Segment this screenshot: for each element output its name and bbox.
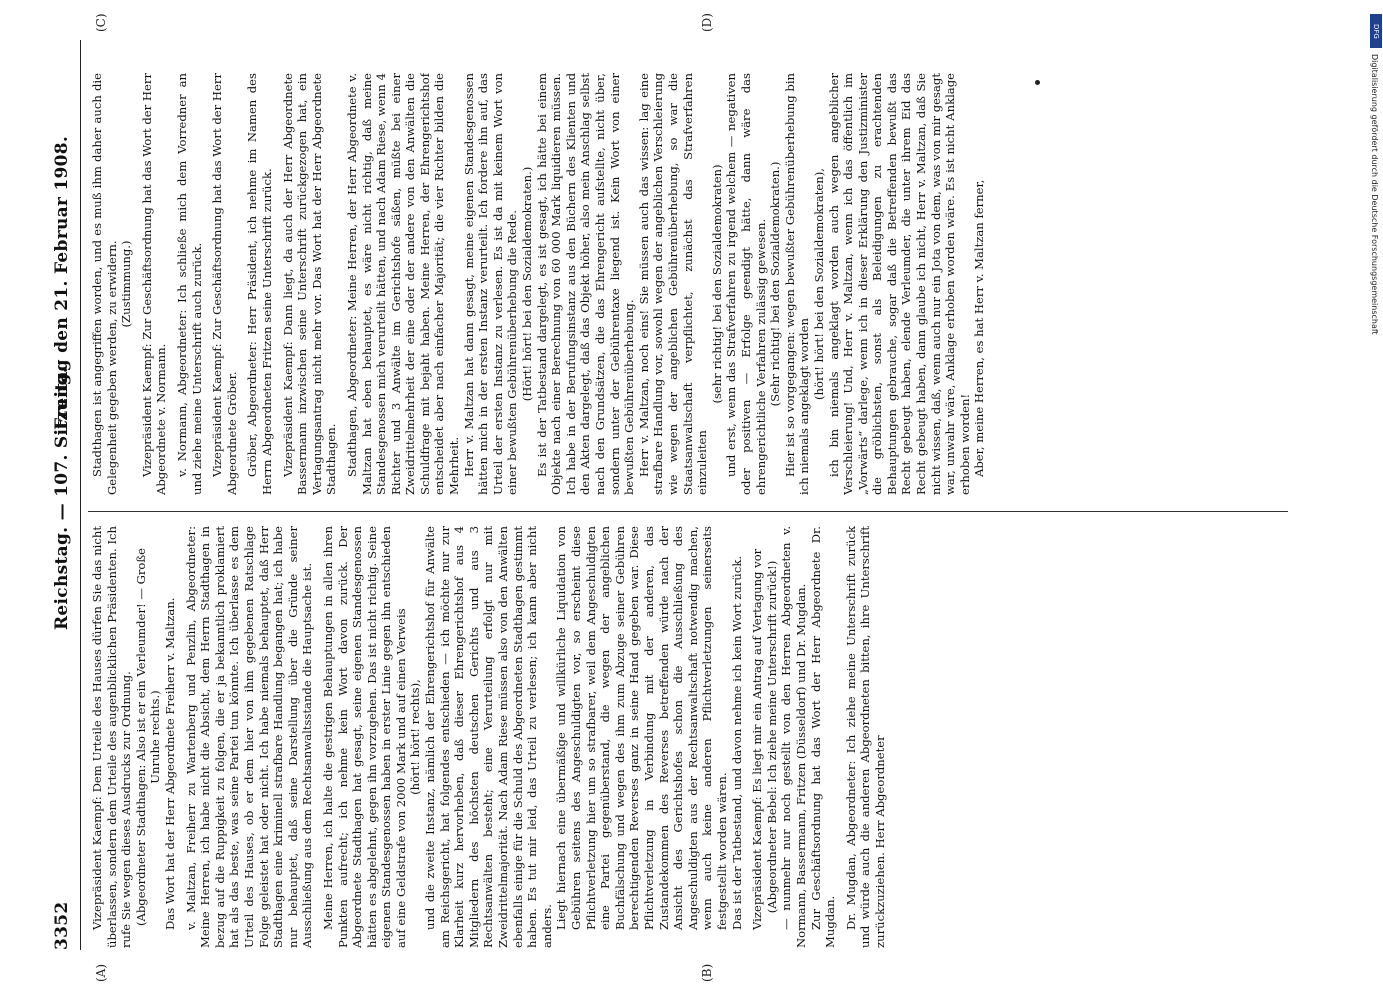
interjection: (hört! hört! rechts),	[408, 679, 423, 795]
paragraph: Herr v. Maltzan hat dann gesagt, meine eigenen Standesgenossen hätten mich in der ersten Instanz verurteilt. Ich fordere ihn auf, das Urteil der ersten Instanz zu verlesen. Es ist da mit keinem Wort von einer bewußten Gebührenüberhebung die Rede.	[461, 73, 520, 495]
column-divider	[88, 511, 1288, 512]
interjection: (Zustimmung.)	[119, 240, 134, 328]
dfg-logo: DFG	[1370, 14, 1382, 48]
paragraph: Vizepräsident Kaempf: Zur Geschäftsordnung hat das Wort der Herr Abgeordnete v. Normann.	[139, 73, 169, 495]
speech-paragraph: Stadthagen, Abgeordneter: Meine Herren, der Herr Abgeordnete v. Maltzan hat eben behauptet, es wäre nicht richtig, daß meine Standesgenossen mich verurteilt hätten, und nach Adam Riese, wenn 4 Richter und 3 Anwälte im Gerichtshofe säßen, müßte bei einer Zweidrittelmehrheit der eine oder der andere von den Anwälten die Schuldfrage mit bejaht haben. Meine Herren, der Ehrengerichtshof entscheidet aber nach einfacher Majorität; die vier Richter bilden die Mehrheit.	[344, 73, 462, 495]
paragraph: Vizepräsident Kaempf: Dem Urteile des Hauses dürfen Sie das nicht überlassen, sondern dem Urteile des augenblicklichen Präsidenten. Ich rufe Sie wegen dieses Ausdrucks zur Ordnung.	[90, 526, 134, 948]
paragraph: Vizepräsident Kaempf: Zur Geschäftsordnung hat das Wort der Herr Abgeordnete Gröber.	[210, 73, 239, 495]
paragraph: und erst, wenn das Strafverfahren zu irgend welchem — negativen oder positiven — Erfolge geendigt hätte, dann wäre das ehrengerichtliche Verfahren zulässig gewesen.	[724, 73, 768, 495]
paragraph: Hier ist so vorgegangen: wegen bewußter Gebührenüberhebung bin ich niemals angeklagt worden	[782, 73, 812, 495]
page-number: 3352	[52, 901, 72, 950]
paragraph: — nunmehr nur noch gestellt von den Herren Abgeordneten v. Normann, Bassermann, Fritzen (Düsseldorf) und Dr. Mugdan.	[779, 526, 808, 948]
header-title-left: Reichstag. — 107. Sitzung.	[52, 366, 72, 630]
paragraph: Zur Geschäftsordnung hat das Wort der Herr Abgeordnete Dr. Mugdan.	[808, 526, 838, 948]
right-column	[90, 73, 1290, 495]
speech-paragraph: v. Normann, Abgeordneter: Ich schließe mich dem Vorredner an und ziehe meine Unterschrift auch zurück.	[174, 73, 204, 495]
paragraph: Es ist der Tatbestand dargelegt, es ist gesagt, ich hätte bei einem Objekte nach einer Berechnung von 60 000 Mark liquidieren müssen. Ich habe in der Berufungsinstanz aus den Büchern des Klienten und den Akten dargelegt, daß das Objekt höher, also mein Anschlag selbst nach den Grundsätzen, die das Ehrengericht aufstellte, nicht über, sondern unter der Gebührentaxe liegend ist. Kein Wort von einer bewußten Gebührenüberhebung.	[534, 73, 637, 495]
page-header	[40, 50, 78, 950]
interjection: (Hört! hört! bei den Sozialdemokraten.)	[520, 166, 535, 402]
interjection: (Abgeordneter Stadthagen: Also ist er ein Verleumder! — Große Unruhe rechts.)	[133, 547, 163, 927]
paragraph: Vizepräsident Kaempf: Es liegt mir ein Antrag auf Vertagung vor	[750, 548, 765, 930]
header-title-right: Freitag den 21. Februar 1908.	[52, 135, 72, 430]
paragraph: Das Wort hat der Herr Abgeordnete Freiherr v. Maltzan.	[162, 597, 177, 930]
paragraph: Vizepräsident Kaempf: Dann liegt, da auch der Herr Abgeordnete Bassermann inzwischen seine Unterschrift zurückgezogen hat, ein Vertagungsantrag nicht mehr vor. Das Wort hat der Herr Abgeordnete Stadthagen.	[280, 73, 339, 495]
interjection: (Sehr richtig! bei den Sozialdemokraten.)	[768, 161, 783, 407]
quoted-verdict: Liegt hiernach eine übermäßige und willkürliche Liquidation von Gebühren seitens des Angeschuldigten vor, so erscheint diese Pflichtverletzung hier um so strafbarer, weil dem Angeschuldigten eine Partei gegenüberstand, die wegen der angeblichen Buchfälschung und wegen des ihm zum Abzuge seiner Gebühren berechtigenden Reverses ganz in seine Hand gegeben war. Diese Pflichtverletzung in Verbindung mit der anderen, das Zustandekommen des Reverses betreffenden würde nach der Ansicht des Gerichtshofes schon die Ausschließung des Angeschuldigten aus der Rechtsanwaltschaft notwendig machen, wenn auch keine anderen Pflichtverletzungen seinerseits festgestellt worden wären.	[554, 526, 729, 930]
speech-paragraph: Gröber, Abgeordneter: Herr Präsident, ich nehme im Namen des Herrn Abgeordneten Fritzen seine Unterschrift zurück.	[245, 73, 274, 495]
header-rule	[80, 40, 81, 950]
interjection: (hört! hört! bei den Sozialdemokraten),	[811, 168, 826, 400]
paragraph: ich bin niemals angeklagt worden auch wegen angeblicher Verschleierung! Und, Herr v. Maltzan, wenn ich das öffentlich im „Vorwärts“ darlege, wenn ich in dieser Erklärung den Justizminister die gröblichsten, sonst als Beleidigungen zu erachtenden Behauptungen gebrauche, sogar daß die Betreffenden bewußt das Recht gebeugt haben, elende Verleumder, die unter ihrem Eid das Recht gebeugt haben, dann glaube ich nicht, Herr v. Maltzan, daß Sie nicht wissen, daß, wenn auch nur ein Jota von dem, was von mir gesagt war, unwahr wäre, Anklage erhoben worden wäre. Es ist nicht Anklage erhoben worden!	[826, 73, 972, 495]
interjection: (Abgeordneter Bebel: Ich ziehe meine Unterschrift zurück!)	[764, 560, 779, 914]
left-column	[90, 526, 1290, 948]
speech-paragraph: Dr. Mugdan, Abgeordneter: Ich ziehe meine Unterschrift zurück und würde auch die anderen Abgeordneten bitten, ihre Unterschrift zurückzuziehen. Herr Abgeordneter	[843, 526, 887, 948]
paragraph: Stadthagen ist angegriffen worden, und es muß ihm daher auch die Gelegenheit gegeben werden, zu erwidern.	[90, 73, 119, 495]
margin-mark-c: (C)	[94, 13, 108, 32]
margin-mark-d: (D)	[700, 13, 714, 32]
paragraph: Das ist der Tatbestand, und davon nehme ich kein Wort zurück.	[729, 555, 744, 930]
margin-mark-a: (A)	[94, 963, 108, 982]
interjection: (sehr richtig! bei den Sozialdemokraten)	[709, 164, 724, 404]
paragraph: und die zweite Instanz, nämlich der Ehrengerichtshof für Anwälte am Reichsgericht, hat folgendes entschieden — ich möchte nur zur Klarheit kurz hervorheben, daß dieser Ehrengerichtshof aus 4 Mitgliedern des höchsten deutschen Gerichts und aus 3 Rechtsanwälten besteht; eine Verurteilung erfolgt nur mit Zweidrittelmajorität. Nach Adam Riese müssen also von den Anwälten ebenfalls einige für die Schuld des Abgeordneten Stadthagen gestimmt haben. Es tut mir leid, das Urteil zu verlesen; ich kann aber nicht anders.	[423, 526, 554, 948]
credit-text: Digitalisierung gefördert durch die Deutsche Forschungsgemeinschaft	[1370, 54, 1379, 335]
speech-paragraph: v. Maltzan, Freiherr zu Wartenberg und Penzlin, Abgeordneter: Meine Herren, ich habe nicht die Absicht, dem Herrn Stadthagen in bezug auf die Ruppigkeit zu folgen, die er ja bekanntlich proklamiert hat als das beste, was seine Partei tun könnte. Ich überlasse es dem Urteil des Hauses, ob er dem hier von ihm gegebenen Ratschlage Folge geleistet hat oder nicht. Ich habe niemals behauptet, daß Herr Stadthagen eine kriminell strafbare Handlung begangen hat; ich habe nur behauptet, daß seine Darstellung über die Gründe seiner Ausschließung aus dem Rechtsanwaltsstande die Hauptsache ist.	[183, 526, 315, 948]
digitisation-credit	[1370, 14, 1383, 984]
paragraph: Herr v. Maltzan, noch eins! Sie müssen auch das wissen: lag eine strafbare Handlung vor, sowohl wegen der angeblichen Verschleierung wie wegen der angeblichen Gebührenüberhebung, so war die Staatsanwaltschaft verpflichtet, zunächst das Strafverfahren einzuleiten	[636, 73, 710, 495]
paragraph: Meine Herren, ich halte die gestrigen Behauptungen in allen ihren Punkten aufrecht; ich nehme kein Wort davon zurück. Der Abgeordnete Stadthagen hat gesagt, seine eigenen Standesgenossen hätten es abgelehnt, gegen ihn vorzugehen. Das ist nicht richtig. Seine eigenen Standesgenossen haben in erster Linie gegen ihn entschieden auf eine Geldstrafe von 2000 Mark und auf einen Verweis	[320, 526, 408, 948]
paragraph: Aber, meine Herren, es hat Herr v. Maltzan ferner,	[972, 179, 987, 477]
margin-mark-b: (B)	[700, 963, 714, 982]
